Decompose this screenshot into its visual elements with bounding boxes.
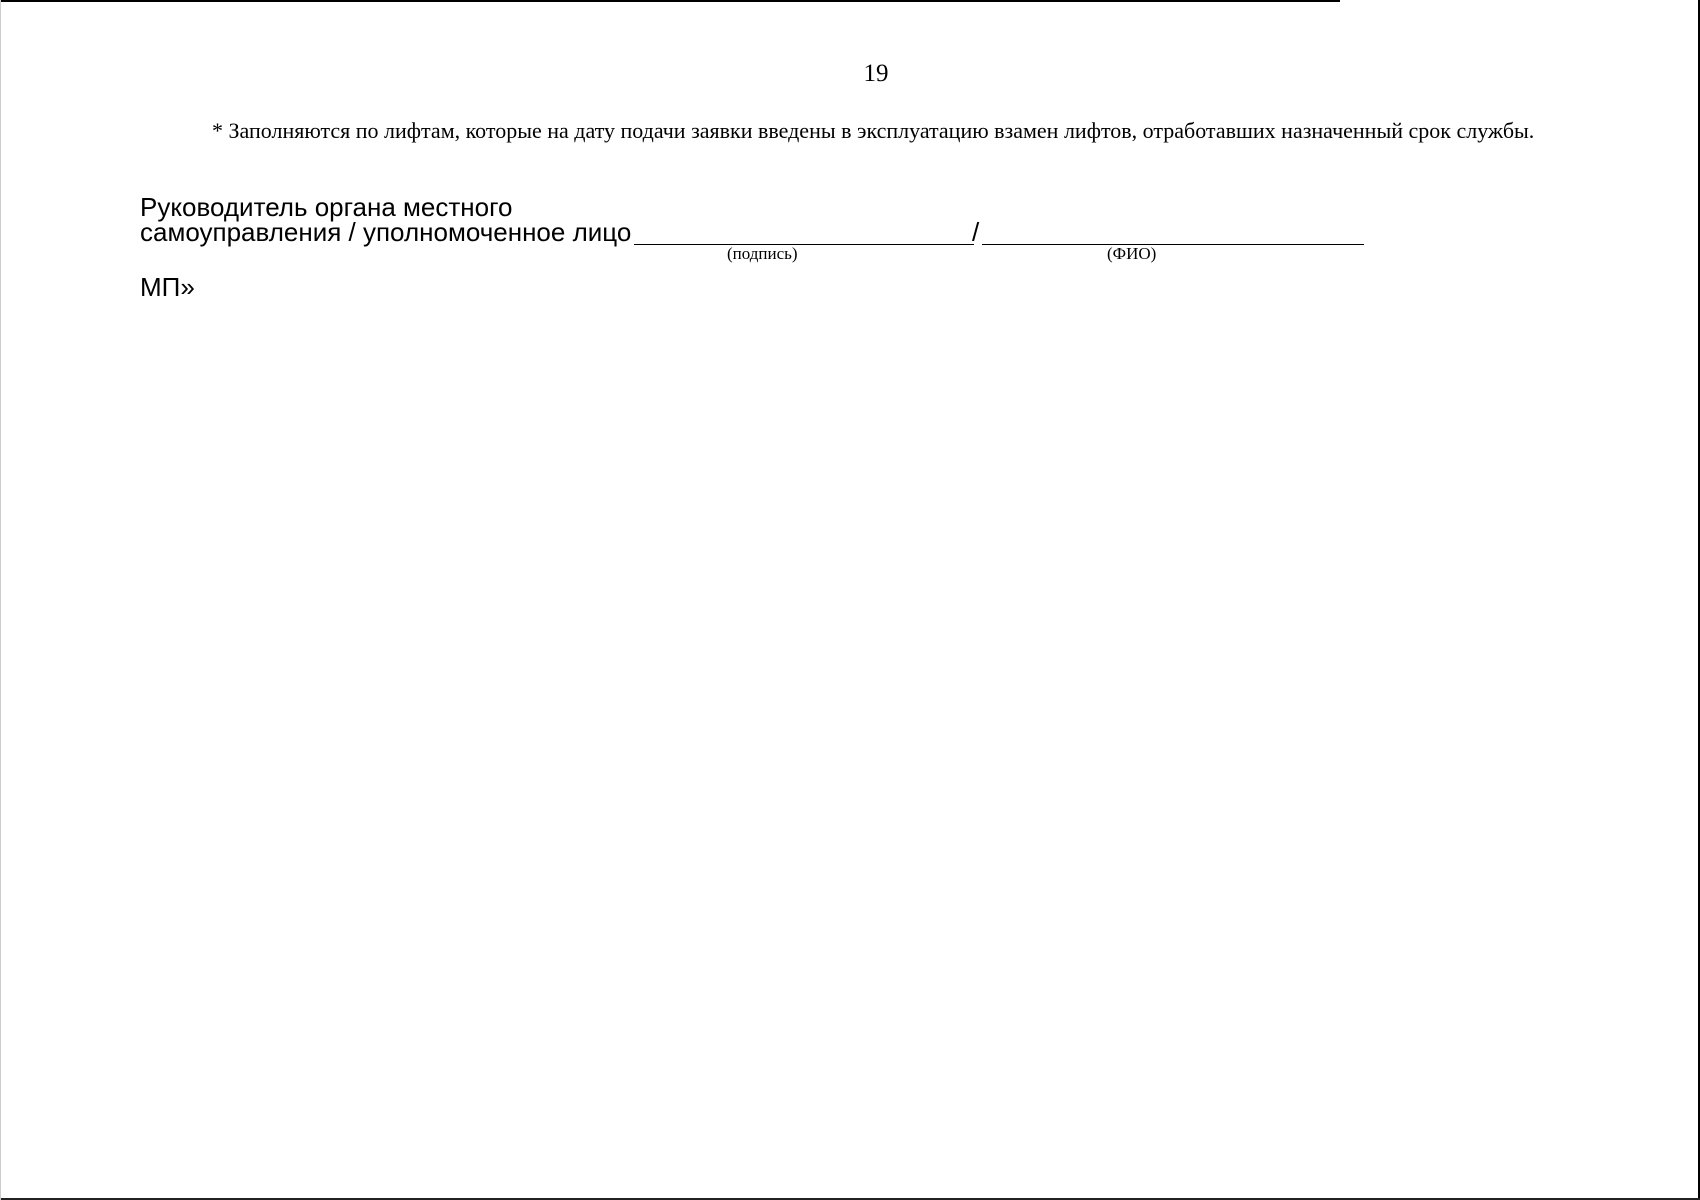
page-number: 19	[863, 60, 889, 87]
signature-block	[140, 193, 1380, 263]
scan-edge-top	[0, 0, 1340, 2]
signature-caption: (подпись)	[727, 244, 798, 263]
footnote: * Заполняются по лифтам, которые на дату подачи заявки введены в эксплуатацию взамен лифтов, отработавших назначенный срок службы.	[212, 118, 1535, 143]
scan-edge-left	[0, 0, 1, 1200]
full-name-field[interactable]	[982, 244, 1364, 245]
signatory-title-line1: Руководитель органа местного	[140, 192, 513, 222]
signature-field[interactable]	[634, 244, 974, 245]
stamp-place-label: МП»	[140, 272, 195, 302]
full-name-caption: (ФИО)	[1107, 244, 1157, 263]
signatory-title-line2: самоуправления / уполномоченное лицо	[140, 217, 632, 247]
signature-separator: /	[972, 217, 980, 247]
